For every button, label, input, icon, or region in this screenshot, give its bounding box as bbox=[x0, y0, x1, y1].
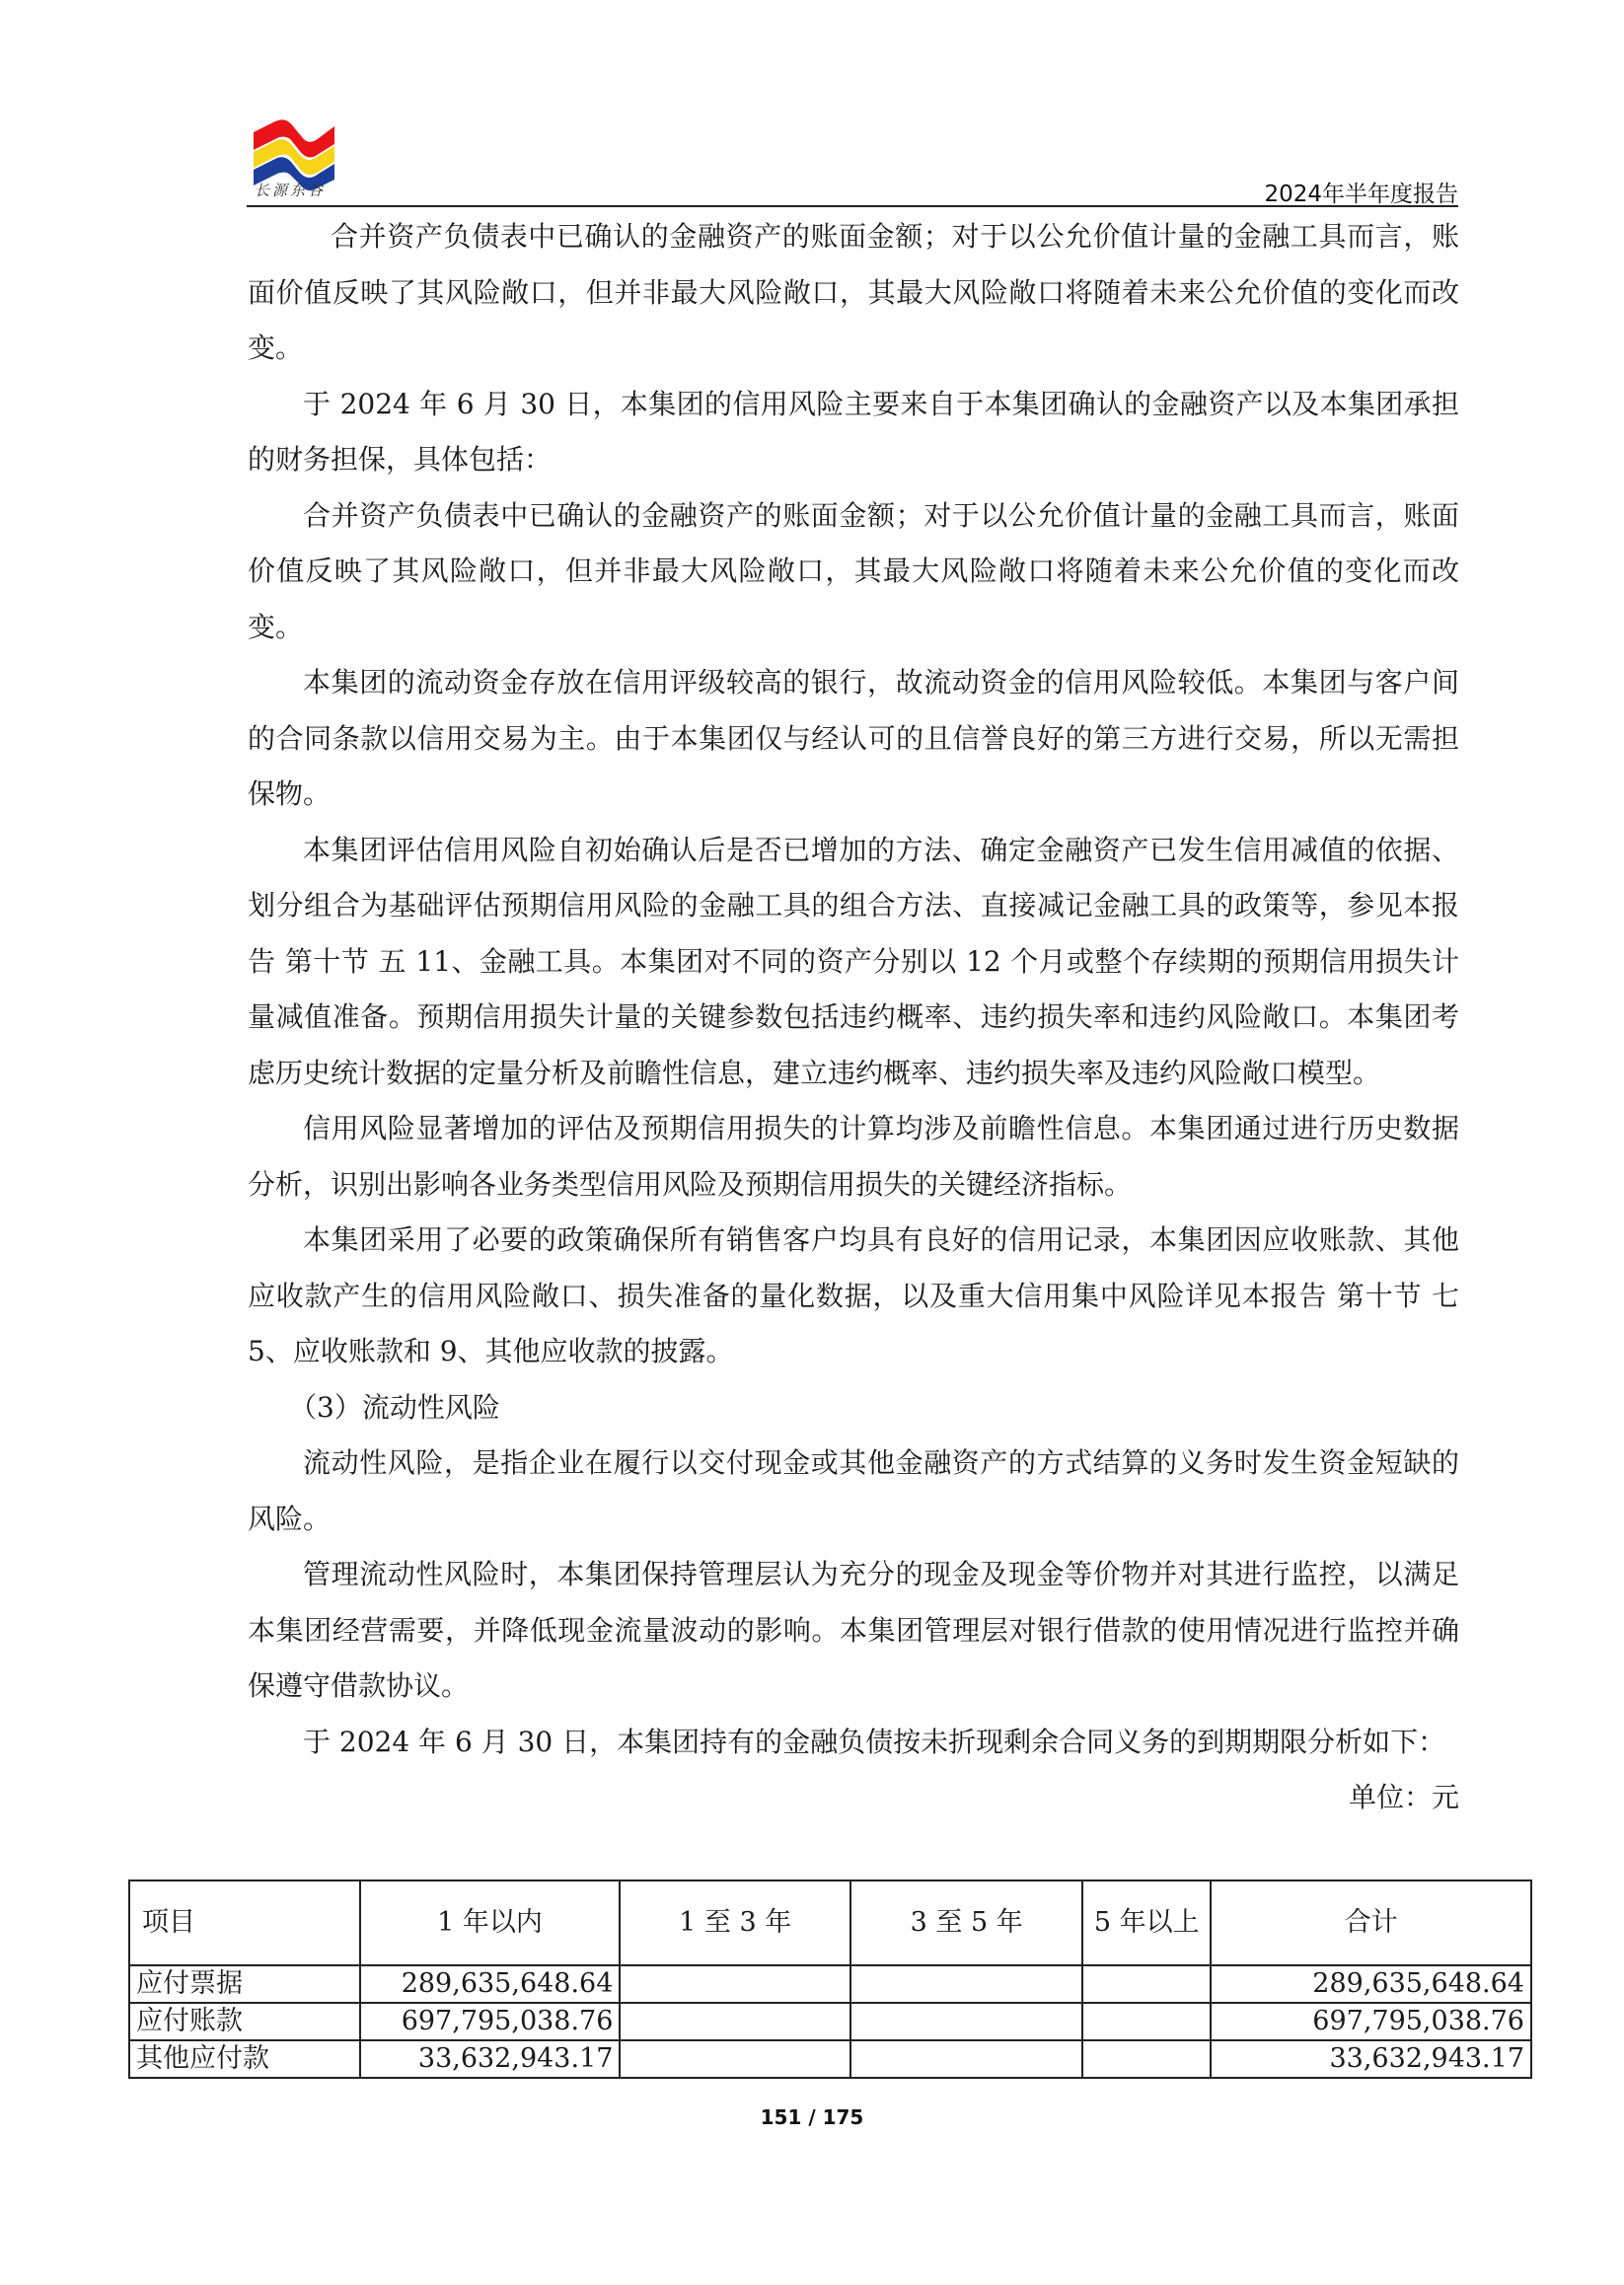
cell-value bbox=[620, 2003, 850, 2040]
table-row bbox=[129, 2003, 1531, 2040]
paragraph: 本集团采用了必要的政策确保所有销售客户均具有良好的信用记录，本集团因应收账款、其他应收款产生的信用风险敞口、损失准备的量化数据，以及重大信用集中风险详见本报告 第十节 七 5、应收账款和 9、其他应收款的披露。 bbox=[248, 1223, 1459, 1367]
header-divider bbox=[247, 205, 1458, 207]
liquidity-maturity-table bbox=[128, 1880, 1532, 2079]
paragraph: 于 2024 年 6 月 30 日，本集团的信用风险主要来自于本集团确认的金融资产以及本集团承担的财务担保，具体包括： bbox=[248, 387, 1459, 476]
column-header: 3 至 5 年 bbox=[850, 1880, 1083, 1965]
report-title: 2024年半年度报告 bbox=[1264, 182, 1458, 207]
cell-value: 33,632,943.17 bbox=[360, 2040, 621, 2078]
cell-value bbox=[1082, 2040, 1211, 2078]
cell-value bbox=[620, 2040, 850, 2078]
paragraph: 本集团的流动资金存放在信用评级较高的银行，故流动资金的信用风险较低。本集团与客户间的合同条款以信用交易为主。由于本集团仅与经认可的且信誉良好的第三方进行交易，所以无需担保物。 bbox=[248, 666, 1459, 810]
logo-text: 长源东谷 bbox=[255, 182, 327, 199]
cell-value bbox=[1082, 1965, 1211, 2003]
paragraph: 流动性风险，是指企业在履行以交付现金或其他金融资产的方式结算的义务时发生资金短缺的风险。 bbox=[248, 1446, 1459, 1535]
page-number: 151 / 175 bbox=[760, 2105, 864, 2129]
column-header: 项目 bbox=[129, 1880, 360, 1965]
paragraph: 合并资产负债表中已确认的金融资产的账面金额；对于以公允价值计量的金融工具而言，账面价值反映了其风险敞口，但并非最大风险敞口，其最大风险敞口将随着未来公允价值的变化而改变。 bbox=[248, 498, 1459, 643]
column-header: 合计 bbox=[1211, 1880, 1531, 1965]
table-row bbox=[129, 1965, 1531, 2003]
cell-value bbox=[850, 1965, 1083, 2003]
row-label: 应付票据 bbox=[129, 1965, 360, 2003]
cell-value bbox=[850, 2003, 1083, 2040]
cell-value: 697,795,038.76 bbox=[1211, 2003, 1531, 2040]
unit-label: 单位：元 bbox=[1348, 1781, 1459, 1813]
cell-value: 289,635,648.64 bbox=[360, 1965, 621, 2003]
cell-value: 697,795,038.76 bbox=[360, 2003, 621, 2040]
cell-value: 289,635,648.64 bbox=[1211, 1965, 1531, 2003]
column-header: 1 年以内 bbox=[360, 1880, 621, 1965]
column-header: 1 至 3 年 bbox=[620, 1880, 850, 1965]
column-header: 5 年以上 bbox=[1082, 1880, 1211, 1965]
row-label: 应付账款 bbox=[129, 2003, 360, 2040]
cell-value bbox=[850, 2040, 1083, 2078]
row-label: 其他应付款 bbox=[129, 2040, 360, 2078]
table-row bbox=[129, 2040, 1531, 2078]
section-heading: （3）流动性风险 bbox=[289, 1390, 500, 1424]
cell-value: 33,632,943.17 bbox=[1211, 2040, 1531, 2078]
paragraph: 信用风险显著增加的评估及预期信用损失的计算均涉及前瞻性信息。本集团通过进行历史数据分析，识别出影响各业务类型信用风险及预期信用损失的关键经济指标。 bbox=[248, 1112, 1459, 1201]
paragraph: 合并资产负债表中已确认的金融资产的账面金额；对于以公允价值计量的金融工具而言，账面价值反映了其风险敞口，但并非最大风险敞口，其最大风险敞口将随着未来公允价值的变化而改变。 bbox=[248, 220, 1459, 364]
document-body bbox=[248, 209, 1459, 1826]
paragraph: 本集团评估信用风险自初始确认后是否已增加的方法、确定金融资产已发生信用减值的依据、划分组合为基础评估预期信用风险的金融工具的组合方法、直接减记金融工具的政策等，参见本报告 第十节 五 11、金融工具。本集团对不同的资产分别以 12 个月或整个存续期的预期信用损失计量减值准备。预期信用损失计量的关键参数包括违约概率、违约损失率和违约风险敞口。本集团考虑历史统计数据的定量分析及前瞻性信息，建立违约概率、违约损失率及违约风险敞口模型。 bbox=[248, 833, 1459, 1089]
table-header-row bbox=[129, 1880, 1531, 1965]
cell-value bbox=[620, 1965, 850, 2003]
paragraph: 管理流动性风险时，本集团保持管理层认为充分的现金及现金等价物并对其进行监控，以满足本集团经营需要，并降低现金流量波动的影响。本集团管理层对银行借款的使用情况进行监控并确保遵守借款协议。 bbox=[248, 1558, 1459, 1702]
cell-value bbox=[1082, 2003, 1211, 2040]
paragraph: 于 2024 年 6 月 30 日，本集团持有的金融负债按未折现剩余合同义务的到期期限分析如下： bbox=[303, 1725, 1446, 1758]
